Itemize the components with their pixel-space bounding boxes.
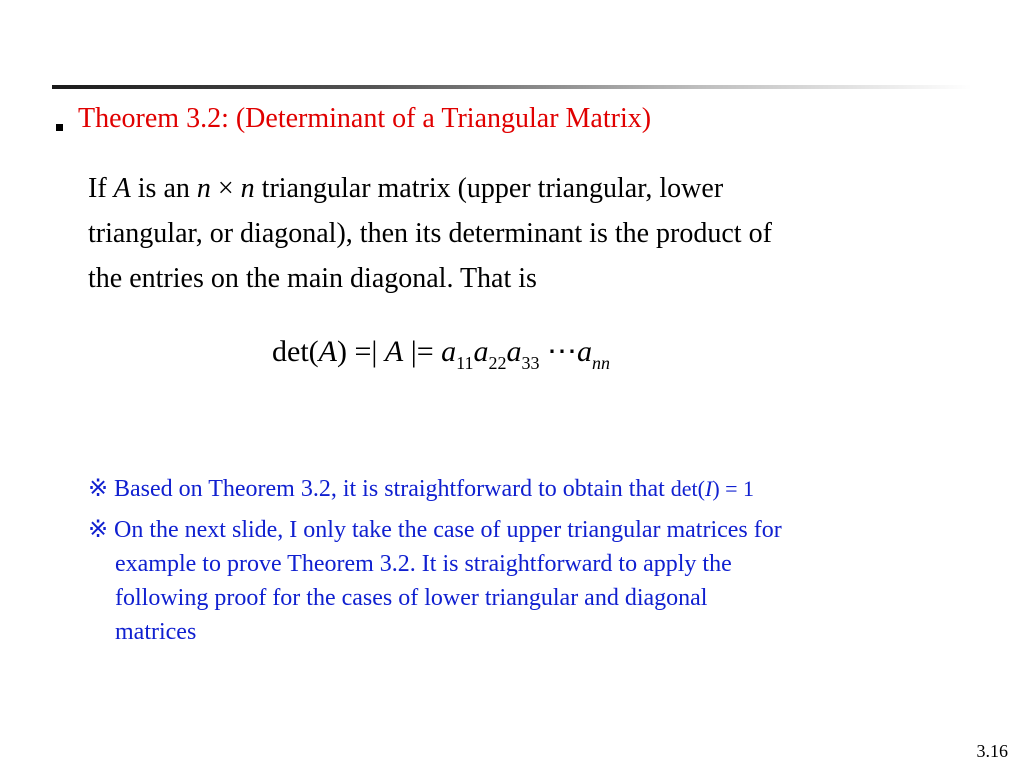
statement-line-1: If A is an n × n triangular matrix (upper triangular, lower xyxy=(88,173,724,204)
var-a: A xyxy=(113,173,131,204)
determinant-formula: det(A) =| A |= $a_{11}a_{22}a_{33}$ $\cdots a_{nn}$ xyxy=(272,335,610,373)
note-identity-determinant: ※ Based on Theorem 3.2, it is straightforward to obtain that det(I) = 1 xyxy=(88,472,968,506)
var-n: n xyxy=(196,173,211,204)
var-n: n xyxy=(240,173,255,204)
theorem-title: Theorem 3.2: (Determinant of a Triangular Matrix) xyxy=(78,103,652,134)
reference-mark-icon: ※ xyxy=(88,517,109,543)
title-divider xyxy=(52,85,972,89)
statement-line-3: the entries on the main diagonal. That is xyxy=(88,263,537,294)
statement-line-2: triangular, or diagonal), then its determinant is the product of xyxy=(88,218,772,249)
page-number: 3.16 xyxy=(976,741,1008,761)
inline-formula: det(I) = 1 xyxy=(670,476,755,501)
bullet-icon xyxy=(56,124,63,131)
note-proof-scope: ※ On the next slide, I only take the case of upper triangular matrices for example to prove Theorem 3.2. It is straightforward to apply the following proof for the cases of lower triangular and diagonal matrices xyxy=(88,513,968,649)
theorem-statement xyxy=(88,166,948,301)
reference-mark-icon: ※ xyxy=(88,476,109,502)
